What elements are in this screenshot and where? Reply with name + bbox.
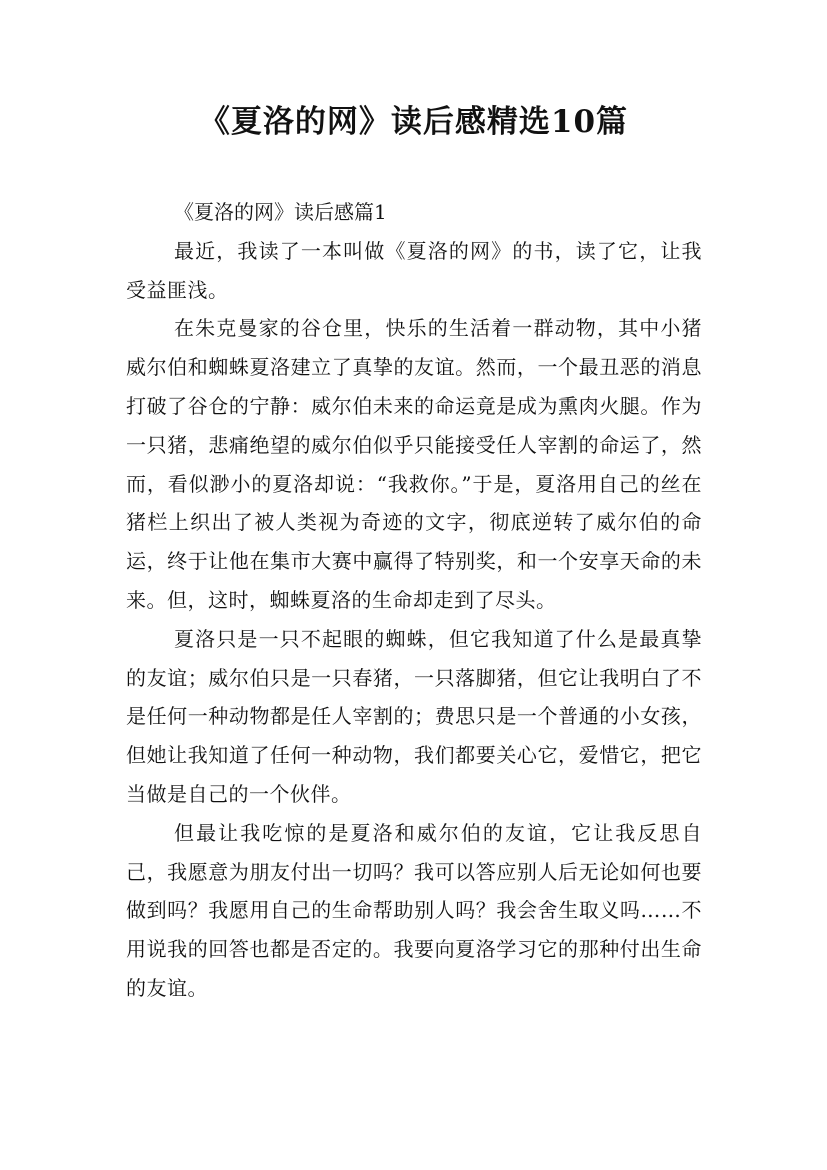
section-heading: 《夏洛的网》读后感篇1 — [174, 200, 387, 224]
paragraph-intro: 最近，我读了一本叫做《夏洛的网》的书，读了它，让我受益匪浅。 — [126, 238, 702, 302]
paragraph-story-summary: 在朱克曼家的谷仓里，快乐的生活着一群动物，其中小猪威尔伯和蜘蛛夏洛建立了真挚的友谊。然而，一个最丑恶的消息打破了谷仓的宁静：威尔伯未来的命运竟是成为熏肉火腿。作为一只猪，悲痛绝望的威尔伯似乎只能接受任人宰割的命运了，然而，看似渺小的夏洛却说：“我救你。”于是，夏洛用自己的丝在猪栏上织出了被人类视为奇迹的文字，彻底逆转了威尔伯的命运，终于让他在集市大赛中赢得了特别奖，和一个安享天命的未来。但，这时，蜘蛛夏洛的生命却走到了尽头。 — [126, 316, 702, 612]
paragraph-characters: 夏洛只是一只不起眼的蜘蛛，但它我知道了什么是最真挚的友谊；威尔伯只是一只春猪，一只落脚猪，但它让我明白了不是任何一种动物都是任人宰割的；费思只是一个普通的小女孩，但她让我知道了任何一种动物，我们都要关心它，爱惜它，把它当做是自己的一个伙伴。 — [126, 626, 702, 806]
paragraph-reflection: 但最让我吃惊的是夏洛和威尔伯的友谊，它让我反思自己，我愿意为朋友付出一切吗？我可以答应别人后无论如何也要做到吗？我愿用自己的生命帮助别人吗？我会舍生取义吗……不用说我的回答也都是否定的。我要向夏洛学习它的那种付出生命的友谊。 — [126, 820, 702, 1000]
document-title: 《夏洛的网》读后感精选10篇 — [198, 104, 629, 140]
document-body — [126, 193, 702, 1008]
